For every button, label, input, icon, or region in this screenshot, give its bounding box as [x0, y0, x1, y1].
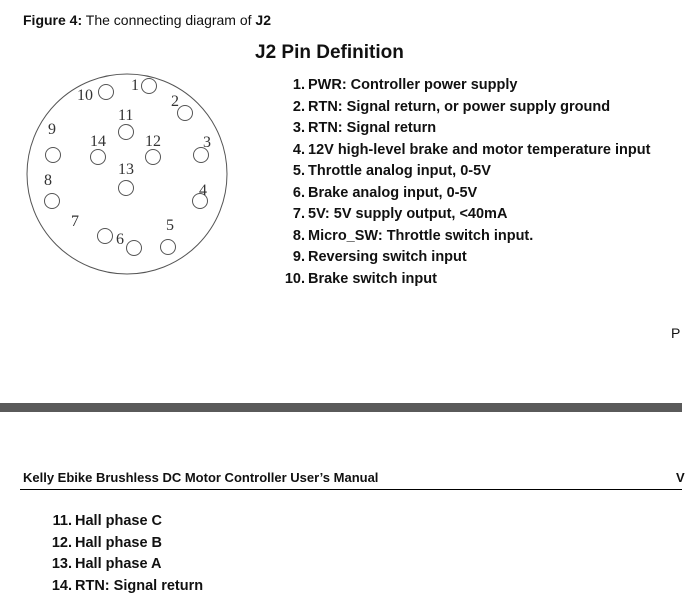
- pin-label: 12: [145, 133, 161, 150]
- page-header-title: Kelly Ebike Brushless DC Motor Controller User’s Manual: [23, 470, 379, 485]
- pin-number: 4.: [292, 141, 305, 158]
- pin-label: 3: [203, 134, 211, 151]
- pin-hole: [99, 85, 114, 100]
- pin-number: 12.: [51, 534, 72, 551]
- connector-pins: [44, 77, 211, 256]
- pin-definition-title: J2 Pin Definition: [255, 42, 404, 63]
- figure-caption-prefix: Figure 4:: [23, 12, 83, 28]
- pin-description: Reversing switch input: [308, 249, 467, 265]
- pin-label: 1: [131, 77, 139, 94]
- pin-hole: [161, 240, 176, 255]
- pin-number: 6.: [292, 184, 305, 201]
- pin-number: 9.: [292, 249, 305, 265]
- pin-number: 1.: [292, 77, 305, 93]
- pin-hole: [45, 194, 60, 209]
- pin-number: 5.: [292, 163, 305, 179]
- pin-hole: [98, 229, 113, 244]
- pin-label: 13: [118, 161, 134, 178]
- pin-label: 5: [166, 217, 174, 234]
- pin-label: 8: [44, 172, 52, 189]
- pin-hole: [91, 150, 106, 165]
- pin-hole: [142, 79, 157, 94]
- pin-label: 7: [71, 213, 79, 230]
- pin-description: Micro_SW: Throttle switch input.: [308, 227, 534, 244]
- pin-label: 11: [118, 107, 134, 124]
- pin-number: 14.: [51, 577, 72, 594]
- pin-hole: [119, 125, 134, 140]
- connector-diagram: [20, 64, 240, 284]
- page-edge-glyph: P: [671, 325, 681, 341]
- pin-number: 7.: [292, 206, 305, 222]
- pin-hole: [178, 106, 193, 121]
- pin-label: 2: [171, 93, 179, 110]
- pin-description: Hall phase B: [75, 534, 163, 551]
- pin-hole: [46, 148, 61, 163]
- pin-number: 11.: [52, 513, 72, 529]
- pin-description: RTN: Signal return: [308, 120, 437, 136]
- pin-number: 13.: [51, 556, 72, 572]
- pin-hole: [119, 181, 134, 196]
- pin-label: 6: [116, 231, 124, 248]
- pin-description: 12V high-level brake and motor temperature input: [308, 141, 651, 158]
- pin-label: 14: [90, 133, 106, 150]
- page-header-rule: [20, 489, 682, 490]
- pin-description: PWR: Controller power supply: [308, 77, 518, 93]
- pin-description: Hall phase A: [75, 556, 162, 572]
- pin-label: 4: [199, 182, 207, 199]
- pin-description: 5V: 5V supply output, <40mA: [308, 206, 508, 222]
- pin-number: 8.: [292, 227, 305, 244]
- pin-description: Throttle analog input, 0-5V: [308, 163, 491, 179]
- page-break-band: [0, 403, 682, 412]
- figure-caption: [23, 12, 271, 28]
- pin-description: Brake switch input: [308, 270, 437, 287]
- pin-label: 10: [77, 87, 93, 104]
- pin-description: Brake analog input, 0-5V: [308, 184, 478, 201]
- pin-number: 3.: [292, 120, 305, 136]
- pin-description: RTN: Signal return: [75, 577, 204, 594]
- pin-number: 10.: [284, 270, 305, 287]
- pin-hole: [146, 150, 161, 165]
- page-header-right-glyph: V: [676, 470, 685, 485]
- figure-caption-text: The connecting diagram of: [85, 12, 252, 28]
- pin-hole: [127, 241, 142, 256]
- pin-description: Hall phase C: [75, 513, 163, 529]
- pin-description: RTN: Signal return, or power supply ground: [308, 98, 611, 115]
- pin-label: 9: [48, 121, 56, 138]
- pin-number: 2.: [292, 98, 305, 115]
- figure-caption-connector: J2: [255, 12, 271, 28]
